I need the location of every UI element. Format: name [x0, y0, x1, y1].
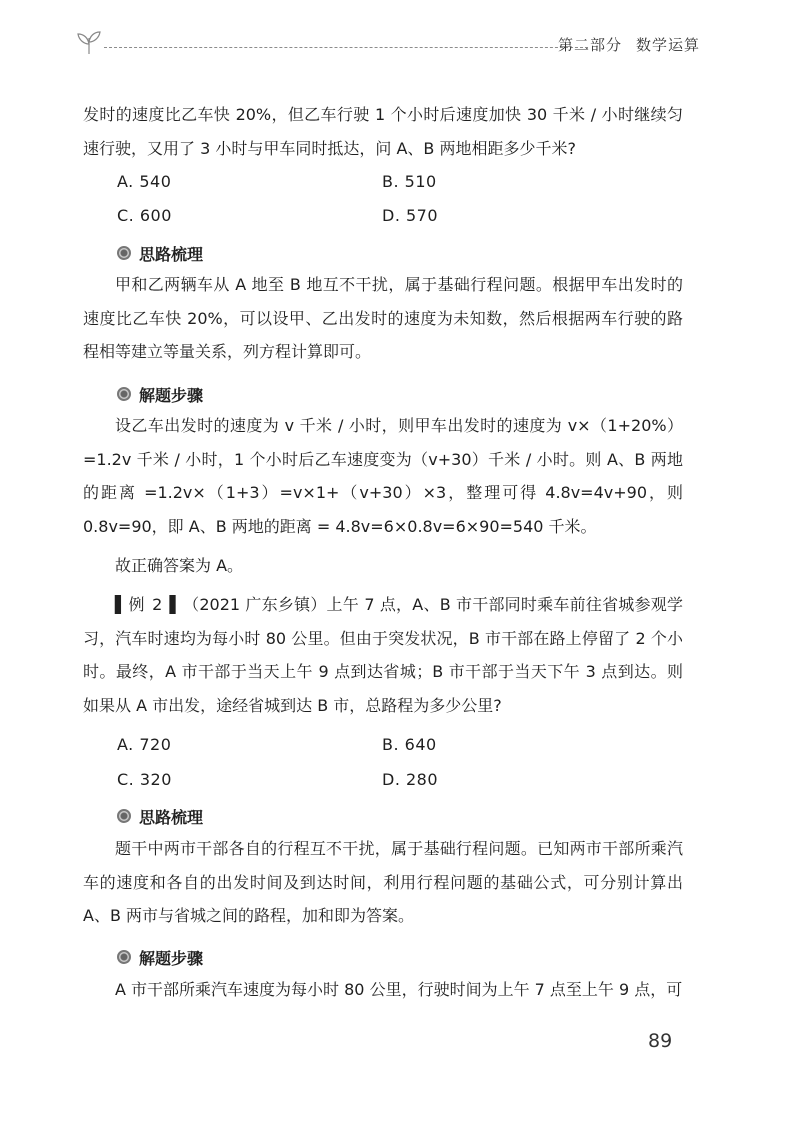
q2-option-d: D. 280	[382, 770, 439, 789]
q1-option-a: A. 540	[117, 172, 172, 191]
q2-stem	[83, 588, 683, 722]
page-header	[74, 30, 700, 60]
header-subject: 数学运算	[635, 36, 700, 54]
q2-steps: A 市干部所乘汽车速度为每小时 80 公里，行驶时间为上午 7 点至上午 9 点，可	[115, 980, 683, 999]
q1-analysis-heading	[117, 241, 203, 265]
q1-analysis: 甲和乙两辆车从 A 地至 B 地互不干扰，属于基础行程问题。根据甲车出发时的速度比乙车快 20%，可以设甲、乙出发时的速度为未知数，然后根据两车行驶的路程相等建立等量关系，列方程计算即可。	[83, 275, 683, 361]
q2-stem-text: （2021 广东乡镇）上午 7 点，A、B 市干部同时乘车前往省城参观学习，汽车时速均为每小时 80 公里。但由于突发状况，B 市干部在路上停留了 2 个小时。最终，A 市干部于当天上午 9 点到达省城；B 市干部于当天下午 3 点到达。则如果从 A 市出发，途经省城到达 B 市，总路程为多少公里?	[83, 595, 683, 715]
header-part: 第二部分	[557, 36, 622, 54]
header-title	[544, 34, 700, 55]
q2-option-a: A. 720	[117, 735, 172, 754]
section-bullet-icon	[117, 387, 131, 401]
q2-analysis: 题干中两市干部各自的行程互不干扰，属于基础行程问题。已知两市干部所乘汽车的速度和各自的出发时间及到达时间，利用行程问题的基础公式，可分别计算出 A、B 两市与省城之间的路程，加和即为答案。	[83, 839, 683, 925]
section-bullet-icon	[117, 809, 131, 823]
section-bullet-icon	[117, 246, 131, 260]
q1-steps-heading	[117, 382, 203, 406]
q1-steps: 设乙车出发时的速度为 v 千米 / 小时，则甲车出发时的速度为 v×（1+20%）=1.2v 千米 / 小时，1 个小时后乙车速度变为（v+30）千米 / 小时。则 A、B 两地的距离 =1.2v×（1+3）=v×1+（v+30）×3，整理可得 4.8v=4v+90，则 0.8v=90，即 A、B 两地的距离 = 4.8v=6×0.8v=6×90=540 千米。	[83, 416, 683, 536]
q2-analysis-title: 思路梳理	[139, 807, 204, 827]
section-bullet-icon	[117, 950, 131, 964]
page-number: 89	[648, 1030, 673, 1052]
q2-steps-title: 解题步骤	[139, 948, 204, 968]
q1-option-c: C. 600	[117, 206, 172, 225]
q1-stem: 发时的速度比乙车快 20%，但乙车行驶 1 个小时后速度加快 30 千米 / 小时继续匀速行驶，又用了 3 小时与甲车同时抵达，问 A、B 两地相距多少千米?	[83, 105, 683, 158]
leaf-icon	[74, 30, 104, 56]
q2-option-b: B. 640	[382, 735, 437, 754]
q1-steps-title: 解题步骤	[139, 385, 204, 405]
q2-option-c: C. 320	[117, 770, 172, 789]
q1-answer: 故正确答案为 A。	[115, 556, 244, 575]
q1-analysis-title: 思路梳理	[139, 244, 204, 264]
header-divider	[104, 47, 588, 48]
example-tag: ▌例 2 ▌	[115, 595, 183, 614]
q1-option-b: B. 510	[382, 172, 437, 191]
q1-option-d: D. 570	[382, 206, 439, 225]
q2-analysis-heading	[117, 804, 203, 828]
q2-steps-heading	[117, 945, 203, 969]
